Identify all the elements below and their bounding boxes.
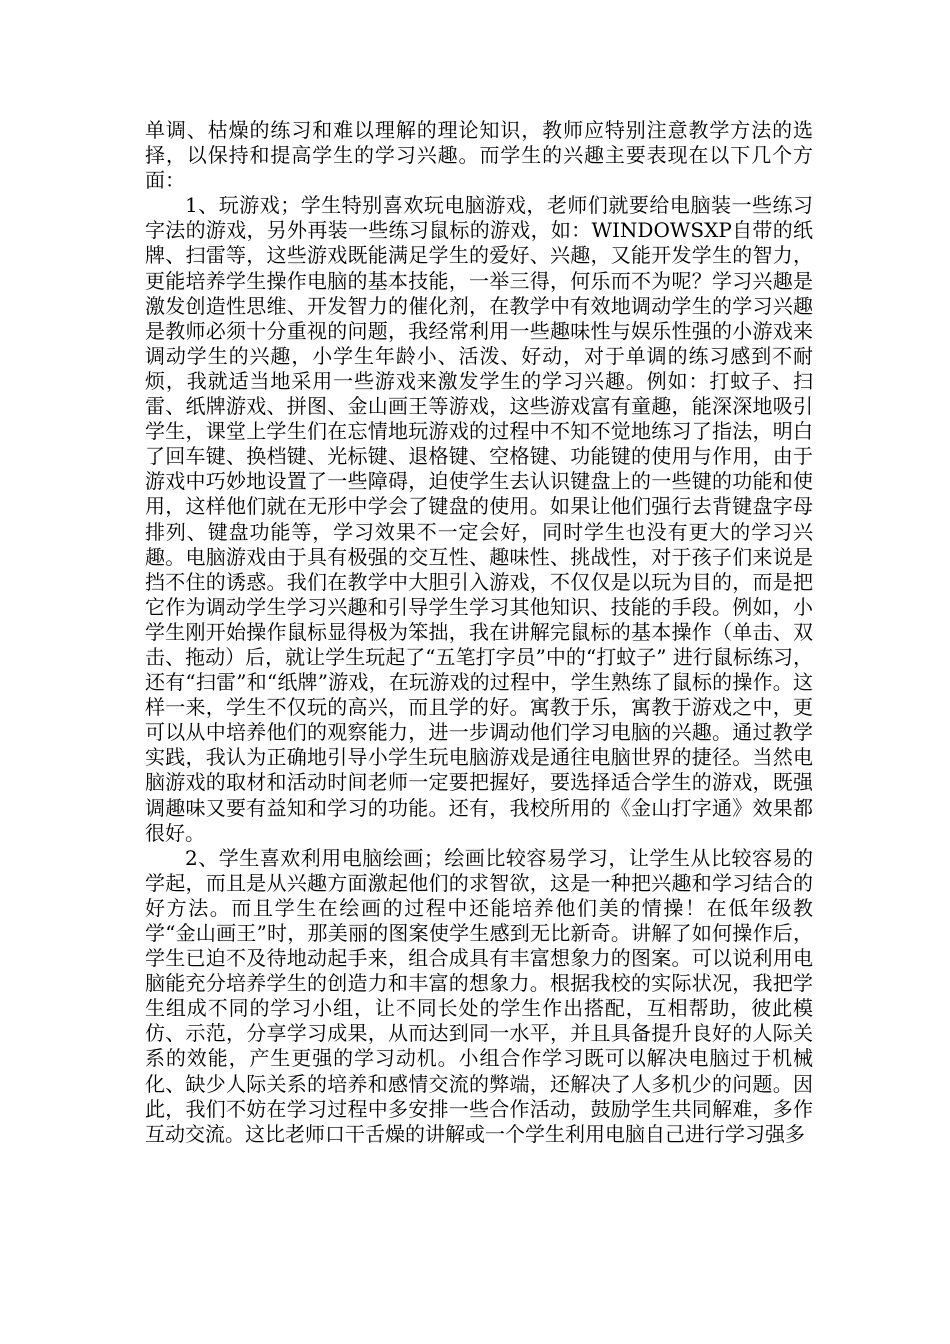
paragraph-games: 1、玩游戏；学生特别喜欢玩电脑游戏，老师们就要给电脑装一些练习字法的游戏，另外再装一些练习鼠标的游戏，如：WINDOWSXP自带的纸牌、扫雷等，这些游戏既能满足学生的爱好、兴趣，又能开发学生的智力，更能培养学生操作电脑的基本技能，一举三得，何乐而不为呢？学习兴趣是激发创造性思维、开发智力的催化剂，在教学中有效地调动学生的学习兴趣是教师必须十分重视的问题，我经常利用一些趣味性与娱乐性强的小游戏来调动学生的兴趣，小学生年龄小、活泼、好动，对于单调的练习感到不耐烦，我就适当地采用一些游戏来激发学生的学习兴趣。例如：打蚊子、扫雷、纸牌游戏、拼图、金山画王等游戏，这些游戏富有童趣，能深深地吸引学生，课堂上学生们在忘情地玩游戏的过程中不知不觉地练习了指法，明白了回车键、换档键、光标键、退格键、空格键、功能键的使用与作用，由于游戏中巧妙地设置了一些障碍，迫使学生去认识键盘上的一些键的功能和使用，这样他们就在无形中学会了键盘的使用。如果让他们强行去背键盘字母排列、键盘功能等，学习效果不一定会好，同时学生也没有更大的学习兴趣。电脑游戏由于具有极强的交互性、趣味性、挑战性，对于孩子们来说是挡不住的诱惑。我们在教学中大胆引入游戏，不仅仅是以玩为目的，而是把它作为调动学生学习兴趣和引导学生学习其他知识、技能的手段。例如，小学生刚开始操作鼠标显得极为笨拙，我在讲解完鼠标的基本操作（单击、双击、拖动）后，就让学生玩起了“五笔打字员”中的“打蚊子” 进行鼠标练习，还有“扫雷”和“纸牌”游戏，在玩游戏的过程中，学生熟练了鼠标的操作。这样一来，学生不仅玩的高兴，而且学的好。寓教于乐，寓教于游戏之中，更可以从中培养他们的观察能力，进一步调动他们学习电脑的兴趣。通过教学实践，我认为正确地引导小学生玩电脑游戏是通往电脑世界的捷径。当然电脑游戏的取材和活动时间老师一定要把握好，要选择适合学生的游戏，既强调趣味又要有益知和学习的功能。还有，我校所用的《金山打字通》效果都很好。 (145, 193, 813, 845)
document-body (145, 118, 813, 1147)
paragraph-intro: 单调、枯燥的练习和难以理解的理论知识，教师应特别注意教学方法的选择，以保持和提高学生的学习兴趣。而学生的兴趣主要表现在以下几个方面： (145, 118, 813, 193)
paragraph-drawing: 2、学生喜欢利用电脑绘画；绘画比较容易学习，让学生从比较容易的学起，而且是从兴趣方面激起他们的求智欲，这是一种把兴趣和学习结合的好方法。而且学生在绘画的过程中还能培养他们美的情操！在低年级教学“金山画王”时，那美丽的图案使学生感到无比新奇。讲解了如何操作后，学生已迫不及待地动起手来，组合成具有丰富想象力的图案。可以说利用电脑能充分培养学生的创造力和丰富的想象力。根据我校的实际状况，我把学生组成不同的学习小组，让不同长处的学生作出搭配，互相帮助，彼此模仿、示范，分享学习成果，从而达到同一水平，并且具备提升良好的人际关系的效能，产生更强的学习动机。小组合作学习既可以解决电脑过于机械化、缺少人际关系的培养和感情交流的弊端，还解决了人多机少的问题。因此，我们不妨在学习过程中多安排一些合作活动，鼓励学生共同解难，多作互动交流。这比老师口干舌燥的讲解或一个学生利用电脑自己进行学习强多 (145, 845, 813, 1146)
